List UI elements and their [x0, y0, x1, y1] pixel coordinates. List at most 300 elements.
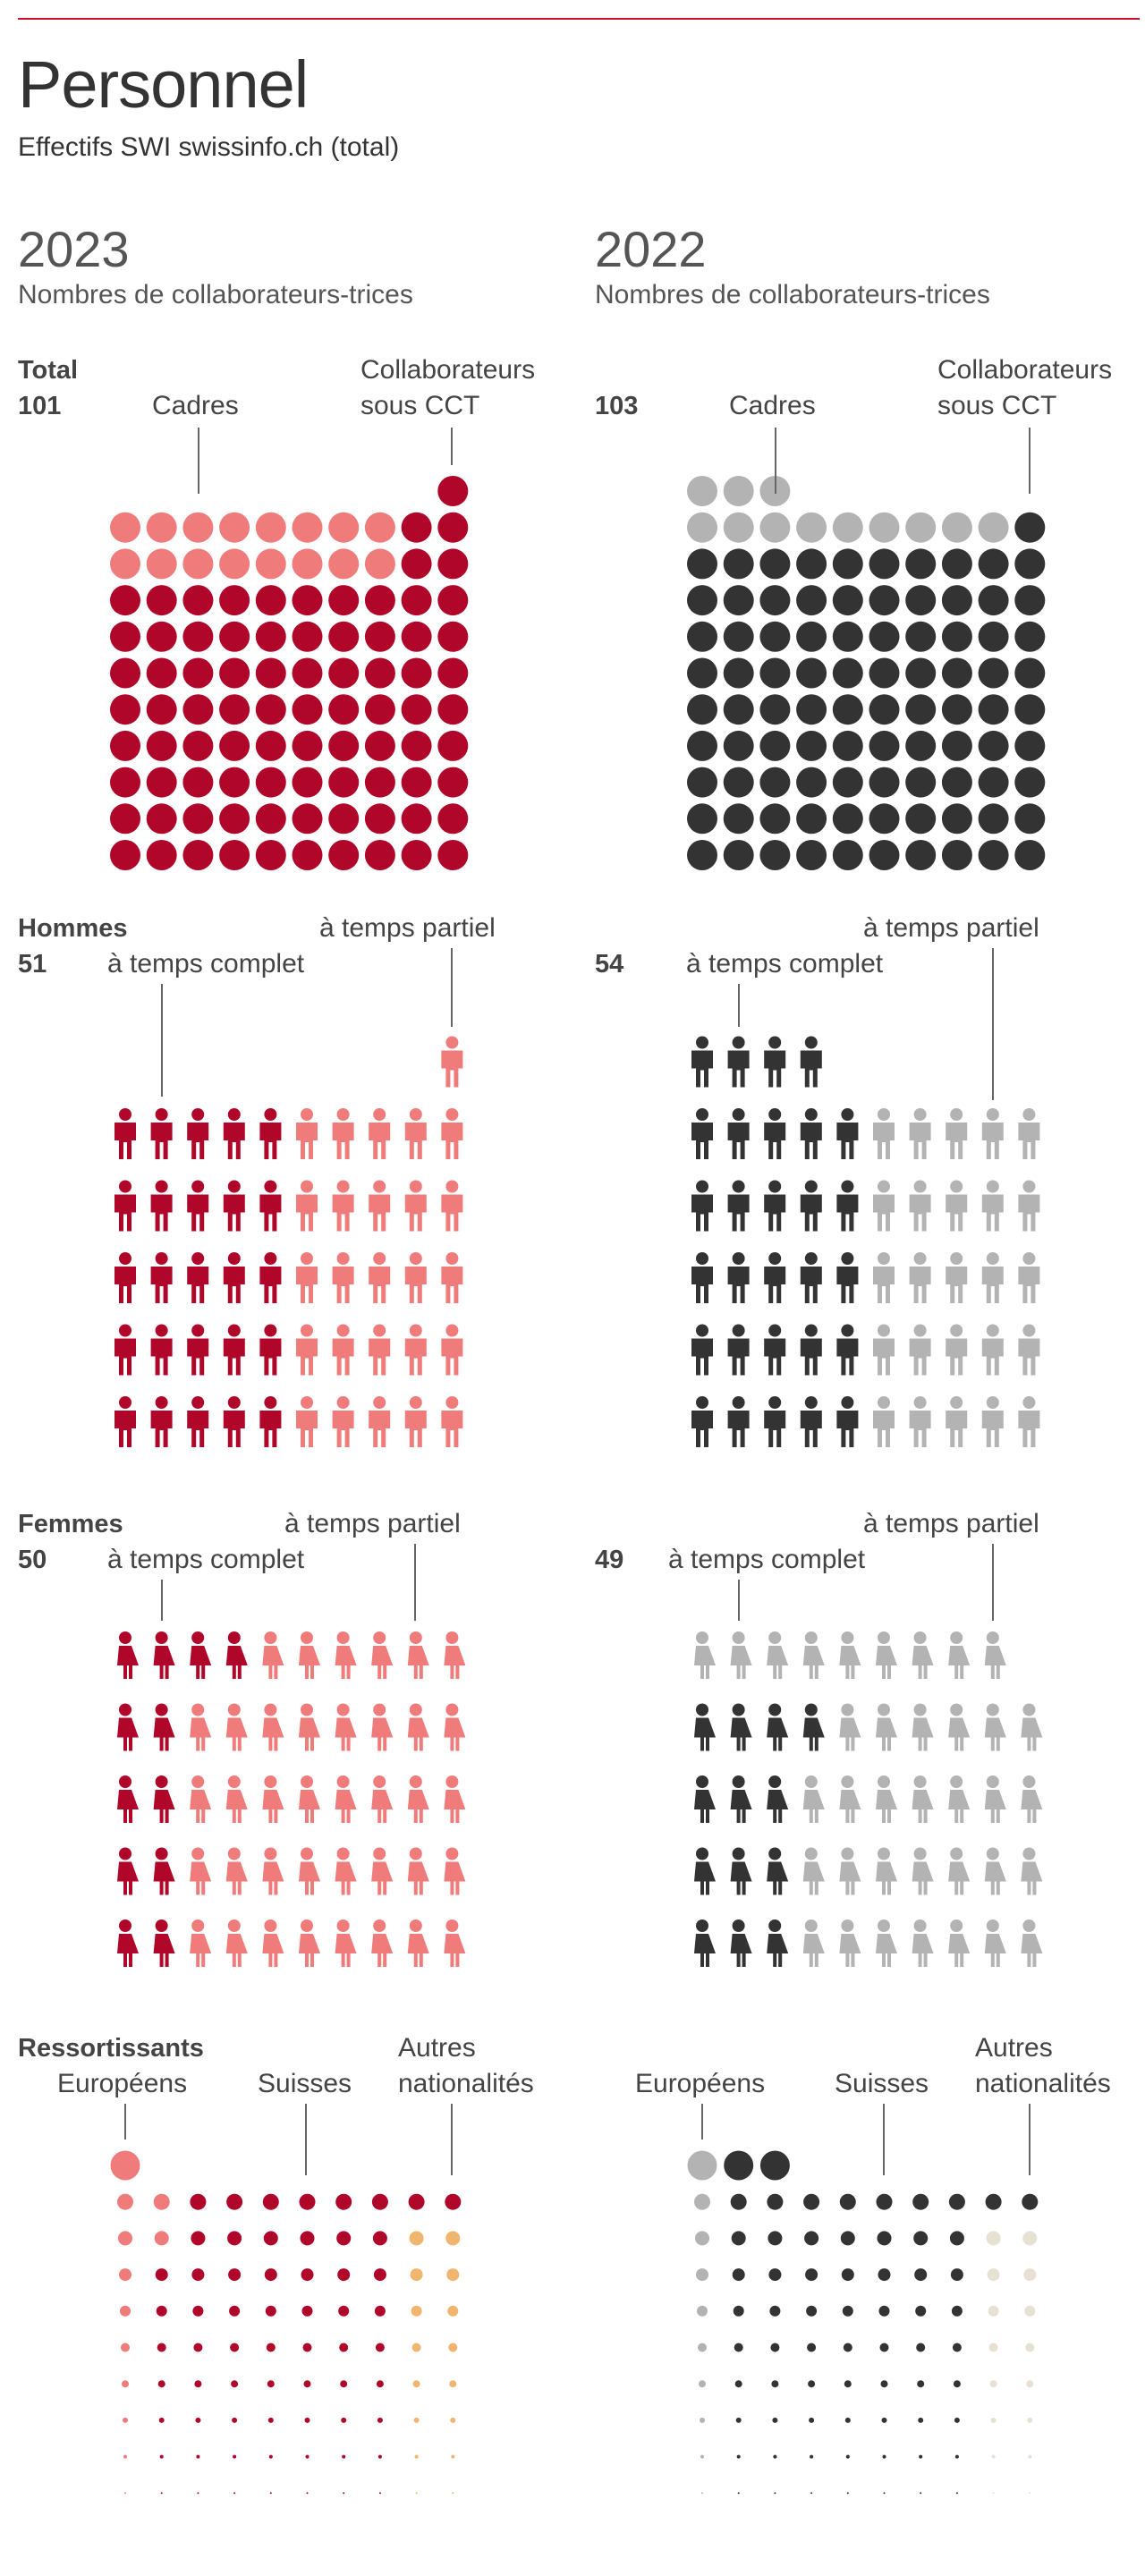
- waffle-dot-suisses: [377, 2418, 383, 2423]
- waffle-dot-autres: [445, 2231, 460, 2245]
- waffle-dot-cadres: [328, 513, 359, 543]
- pictogram-part-time: [839, 1848, 861, 1895]
- pictogram-part-time: [444, 1631, 465, 1679]
- femmes-2023-label-partiel: à temps partiel: [284, 1509, 461, 1538]
- waffle-dot-europeens: [119, 2268, 131, 2281]
- pictogram-full-time: [259, 1108, 281, 1159]
- femmes-2022-label-complet: à temps complet: [668, 1545, 866, 1574]
- waffle-dot-suisses: [768, 2268, 781, 2281]
- pictogram-full-time: [151, 1396, 173, 1447]
- waffle-dot-suisses: [372, 2194, 388, 2210]
- waffle-dot-europeens: [700, 2418, 705, 2423]
- waffle-dot-suisses: [807, 2343, 816, 2352]
- waffle-dot-suisses: [267, 2343, 276, 2352]
- waffle-dot-cct: [1014, 513, 1045, 543]
- pictogram-part-time: [839, 1631, 861, 1679]
- waffle-dot-cct: [147, 658, 177, 689]
- waffle-dot-suisses: [774, 2492, 776, 2494]
- waffle-dot-cct: [687, 694, 717, 724]
- waffle-dot-cct: [219, 803, 250, 834]
- pictogram-part-time: [873, 1325, 895, 1376]
- waffle-dot-cct: [328, 731, 359, 761]
- waffle-dot-suisses: [191, 2231, 205, 2245]
- waffle-dot-suisses: [267, 2380, 275, 2387]
- pictogram-part-time: [985, 1848, 1006, 1895]
- waffle-dot-suisses: [918, 2418, 923, 2423]
- waffle-dot-suisses: [731, 2194, 747, 2210]
- pictogram-part-time: [767, 1631, 788, 1679]
- hommes-2022-label-complet: à temps complet: [686, 949, 884, 979]
- pictogram-full-time: [259, 1181, 281, 1232]
- waffle-dot-cct: [1014, 658, 1045, 689]
- waffle-dot-europeens: [700, 2455, 704, 2459]
- waffle-dot-cct: [437, 840, 468, 870]
- waffle-dot-suisses: [768, 2231, 782, 2245]
- pictogram-part-time: [982, 1108, 1004, 1159]
- waffle-dot-cadres: [256, 513, 286, 543]
- pictogram-full-time: [767, 1848, 788, 1895]
- pictogram-full-time: [259, 1396, 281, 1447]
- waffle-dot-cct: [833, 548, 863, 579]
- total-2023-label-cct: Collaborateurs sous CCT: [360, 355, 536, 420]
- waffle-dot-cct: [437, 548, 468, 579]
- waffle-dot-suisses: [156, 2268, 168, 2281]
- waffle-dot-cct: [437, 476, 468, 506]
- waffle-dot-cct: [796, 803, 827, 834]
- waffle-dot-cct: [328, 622, 359, 652]
- pictogram-part-time: [408, 1775, 429, 1823]
- section-title-hommes: Hommes: [18, 914, 128, 943]
- waffle-dot-autres: [450, 2418, 455, 2423]
- waffle-dot-suisses: [840, 2194, 856, 2210]
- pictogram-full-time: [694, 1848, 716, 1895]
- pictogram-full-time: [117, 1631, 139, 1679]
- waffle-dot-cct: [402, 767, 432, 798]
- waffle-dot-cct: [110, 658, 140, 689]
- waffle-dot-suisses: [803, 2194, 819, 2210]
- hommes-2023-number: 51: [18, 950, 47, 979]
- waffle-dot-suisses: [733, 2268, 745, 2281]
- pictogram-part-time: [910, 1396, 931, 1447]
- waffle-dot-suisses: [986, 2194, 1002, 2210]
- waffle-dot-autres: [988, 2268, 1000, 2281]
- pictogram-part-time: [912, 1631, 934, 1679]
- waffle-dot-suisses: [767, 2194, 783, 2210]
- pictogram-full-time: [691, 1396, 713, 1447]
- waffle-dot-cct: [687, 731, 717, 761]
- waffle-dot-cct: [979, 585, 1009, 615]
- waffle-dot-suisses: [303, 2343, 312, 2352]
- pictogram-part-time: [912, 1775, 934, 1823]
- waffle-dot-autres: [411, 2268, 423, 2281]
- waffle-dot-suisses: [343, 2492, 344, 2494]
- pictogram-full-time: [259, 1325, 281, 1376]
- pictogram-part-time: [731, 1631, 752, 1679]
- waffle-dot-cct: [905, 803, 936, 834]
- waffle-dot-suisses: [230, 2343, 239, 2352]
- pictogram-full-time: [764, 1108, 785, 1159]
- year-2022-subtitle: Nombres de collaborateurs-trices: [595, 280, 990, 309]
- waffle-dot-suisses: [194, 2380, 201, 2387]
- pictogram-full-time: [728, 1181, 750, 1232]
- waffle-dot-suisses: [877, 2194, 893, 2210]
- pictogram-part-time: [982, 1252, 1004, 1303]
- waffle-dot-suisses: [734, 2306, 744, 2317]
- waffle-dot-cct: [905, 731, 936, 761]
- waffle-dot-autres: [1029, 2492, 1030, 2494]
- waffle-dot-cct: [365, 731, 395, 761]
- waffle-dot-cct: [147, 585, 177, 615]
- pictogram-part-time: [335, 1704, 357, 1751]
- waffle-dot-cct: [256, 731, 286, 761]
- waffle-dot-cct: [328, 840, 359, 870]
- pictogram-full-time: [187, 1325, 208, 1376]
- pictogram-part-time: [912, 1848, 934, 1895]
- waffle-dot-cct: [293, 585, 323, 615]
- waffle-dot-cct: [759, 622, 790, 652]
- waffle-dot-europeens: [118, 2231, 132, 2245]
- pictogram-full-time: [691, 1108, 713, 1159]
- waffle-dot-suisses: [920, 2492, 921, 2494]
- pictogram-part-time: [226, 1919, 248, 1967]
- waffle-dot-cct: [905, 585, 936, 615]
- waffle-dot-cct: [437, 803, 468, 834]
- pictogram-part-time: [369, 1108, 390, 1159]
- pictogram-part-time: [910, 1252, 931, 1303]
- waffle-dot-cct: [402, 622, 432, 652]
- waffle-dot-cct: [724, 694, 754, 724]
- waffle-dot-cct: [869, 840, 900, 870]
- waffle-dot-suisses: [263, 2194, 279, 2210]
- waffle-dot-suisses: [229, 2306, 240, 2317]
- waffle-dot-cct: [437, 694, 468, 724]
- waffle-dot-autres: [991, 2418, 997, 2423]
- waffle-dot-europeens: [699, 2380, 706, 2387]
- waffle-dot-cct: [905, 767, 936, 798]
- waffle-dot-suisses: [954, 2380, 961, 2387]
- waffle-dot-cct: [402, 840, 432, 870]
- pictogram-part-time: [262, 1704, 284, 1751]
- waffle-dot-suisses: [342, 2455, 345, 2459]
- waffle-dot-cct: [905, 840, 936, 870]
- waffle-total-2022: [687, 476, 1045, 870]
- waffle-dot-cct: [942, 767, 972, 798]
- waffle-dot-europeens: [117, 2194, 133, 2210]
- hommes-2023-label-complet: à temps complet: [107, 949, 305, 979]
- waffle-dot-cct: [219, 694, 250, 724]
- waffle-dot-suisses: [734, 2343, 743, 2352]
- pictogram-full-time: [767, 1775, 788, 1823]
- waffle-dot-cct: [979, 658, 1009, 689]
- waffle-dot-suisses: [307, 2492, 309, 2494]
- pictogram-full-time: [224, 1252, 245, 1303]
- waffle-dot-cct: [293, 694, 323, 724]
- waffle-dot-suisses: [379, 2492, 381, 2494]
- waffle-dot-cct: [1014, 840, 1045, 870]
- waffle-dot-autres: [1025, 2343, 1034, 2352]
- waffle-dot-europeens: [688, 2151, 717, 2181]
- waffle-dot-cct: [182, 840, 213, 870]
- waffle-dot-cct: [687, 658, 717, 689]
- waffle-dot-cct: [293, 622, 323, 652]
- waffle-dot-suisses: [160, 2455, 164, 2459]
- waffle-dot-cct: [687, 585, 717, 615]
- waffle-hommes-2022: [691, 1037, 1039, 1448]
- waffle-dot-autres: [414, 2418, 420, 2423]
- pictogram-full-time: [728, 1325, 750, 1376]
- pictogram-part-time: [371, 1919, 393, 1967]
- waffle-dot-suisses: [300, 2194, 316, 2210]
- pictogram-part-time: [985, 1631, 1006, 1679]
- pictogram-full-time: [154, 1704, 175, 1751]
- pictogram-part-time: [333, 1325, 354, 1376]
- pictogram-part-time: [371, 1775, 393, 1823]
- nat-2022-label-suisses: Suisses: [835, 2069, 929, 2098]
- waffle-dot-cct: [942, 548, 972, 579]
- waffle-dot-cct: [1014, 585, 1045, 615]
- waffle-dot-suisses: [760, 2151, 790, 2181]
- pictogram-part-time: [405, 1252, 427, 1303]
- total-2022-number: 103: [595, 392, 639, 420]
- waffle-dot-cadres: [979, 513, 1009, 543]
- waffle-dot-suisses: [231, 2380, 238, 2387]
- waffle-dot-cct: [437, 658, 468, 689]
- waffle-dot-suisses: [804, 2231, 818, 2245]
- waffle-dot-autres: [1022, 2231, 1037, 2245]
- waffle-dot-autres: [411, 2306, 422, 2317]
- waffle-dot-cct: [979, 548, 1009, 579]
- waffle-dot-cct: [905, 658, 936, 689]
- waffle-dot-suisses: [846, 2455, 850, 2459]
- waffle-dot-suisses: [773, 2455, 776, 2459]
- waffle-dot-cct: [182, 694, 213, 724]
- waffle-dot-cct: [833, 622, 863, 652]
- waffle-dot-cct: [833, 694, 863, 724]
- pictogram-part-time: [408, 1631, 429, 1679]
- pictogram-part-time: [1021, 1775, 1042, 1823]
- section-title-total: Total: [18, 356, 79, 385]
- waffle-dot-cct: [796, 548, 827, 579]
- hommes-2023-label-partiel: à temps partiel: [319, 913, 496, 943]
- waffle-dot-suisses: [377, 2380, 384, 2387]
- waffle-dot-suisses: [881, 2380, 888, 2387]
- waffle-dot-suisses: [919, 2455, 922, 2459]
- pictogram-part-time: [839, 1704, 861, 1751]
- waffle-dot-cadres: [687, 513, 717, 543]
- waffle-dot-autres: [1028, 2455, 1031, 2459]
- pictogram-full-time: [224, 1181, 245, 1232]
- pictogram-part-time: [694, 1631, 716, 1679]
- pictogram-full-time: [836, 1108, 858, 1159]
- pictogram-part-time: [441, 1252, 462, 1303]
- hommes-2022-label-partiel: à temps partiel: [863, 913, 1039, 943]
- pictogram-full-time: [694, 1704, 716, 1751]
- waffle-dot-suisses: [228, 2268, 241, 2281]
- waffle-nat-2023: [111, 2151, 462, 2495]
- waffle-dot-cct: [1014, 622, 1045, 652]
- pictogram-full-time: [151, 1325, 173, 1376]
- waffle-dot-cct: [256, 694, 286, 724]
- waffle-dot-autres: [449, 2380, 456, 2387]
- waffle-dot-cct: [796, 622, 827, 652]
- waffle-dot-suisses: [409, 2194, 425, 2210]
- nat-2023-label-autres: Autres nationalités: [398, 2033, 534, 2098]
- pictogram-full-time: [731, 1919, 752, 1967]
- pictogram-full-time: [691, 1252, 713, 1303]
- pictogram-part-time: [946, 1252, 967, 1303]
- waffle-dot-suisses: [845, 2418, 851, 2423]
- pictogram-full-time: [224, 1108, 245, 1159]
- waffle-dot-cct: [182, 767, 213, 798]
- total-2022-label-cct: Collaborateurs sous CCT: [937, 355, 1113, 420]
- pictogram-part-time: [333, 1252, 354, 1303]
- waffle-dot-cct: [182, 622, 213, 652]
- waffle-dot-suisses: [735, 2380, 742, 2387]
- waffle-dot-suisses: [195, 2418, 200, 2423]
- waffle-dot-cct: [724, 731, 754, 761]
- waffle-dot-autres: [412, 2343, 421, 2352]
- pictogram-part-time: [948, 1919, 970, 1967]
- pictogram-full-time: [154, 1919, 175, 1967]
- pictogram-part-time: [299, 1919, 320, 1967]
- waffle-dot-suisses: [233, 2492, 235, 2494]
- femmes-2023-number: 50: [18, 1546, 47, 1574]
- waffle-dot-suisses: [157, 2306, 167, 2317]
- pictogram-part-time: [441, 1396, 462, 1447]
- pictogram-full-time: [728, 1108, 750, 1159]
- pictogram-part-time: [876, 1919, 897, 1967]
- waffle-dot-suisses: [805, 2268, 818, 2281]
- pictogram-part-time: [946, 1181, 967, 1232]
- pictogram-part-time: [873, 1396, 895, 1447]
- waffle-dot-cadres: [365, 513, 395, 543]
- total-2023-label-cadres: Cadres: [152, 391, 239, 420]
- waffle-femmes-2022: [694, 1631, 1042, 1967]
- waffle-dot-cct: [833, 803, 863, 834]
- waffle-dot-suisses: [264, 2231, 278, 2245]
- waffle-dot-cct: [437, 622, 468, 652]
- waffle-dot-cct: [759, 658, 790, 689]
- pictogram-part-time: [296, 1252, 318, 1303]
- waffle-dot-cct: [256, 840, 286, 870]
- waffle-dot-cct: [905, 548, 936, 579]
- waffle-dot-suisses: [191, 2268, 204, 2281]
- pictogram-full-time: [764, 1252, 785, 1303]
- waffle-dot-europeens: [695, 2231, 709, 2245]
- waffle-dot-suisses: [157, 2343, 166, 2352]
- pictogram-part-time: [369, 1252, 390, 1303]
- pictogram-part-time: [405, 1108, 427, 1159]
- waffle-dot-cct: [759, 840, 790, 870]
- pictogram-part-time: [444, 1919, 465, 1967]
- waffle-dot-cct: [687, 767, 717, 798]
- waffle-dot-cct: [979, 803, 1009, 834]
- pictogram-part-time: [946, 1325, 967, 1376]
- pictogram-part-time: [299, 1631, 320, 1679]
- pictogram-part-time: [444, 1848, 465, 1895]
- pictogram-part-time: [299, 1775, 320, 1823]
- pictogram-full-time: [187, 1396, 208, 1447]
- pictogram-part-time: [369, 1325, 390, 1376]
- waffle-dot-suisses: [338, 2306, 349, 2317]
- waffle-dot-cadres: [219, 548, 250, 579]
- waffle-dot-cct: [147, 622, 177, 652]
- waffle-dot-suisses: [950, 2231, 964, 2245]
- pictogram-part-time: [985, 1704, 1006, 1751]
- pictogram-part-time: [333, 1396, 354, 1447]
- pictogram-full-time: [114, 1396, 136, 1447]
- waffle-dot-cadres: [328, 548, 359, 579]
- total-2023-number: 101: [18, 392, 62, 420]
- waffle-dot-suisses: [810, 2492, 812, 2494]
- waffle-dot-autres: [413, 2380, 420, 2387]
- waffle-dot-cct: [796, 658, 827, 689]
- waffle-dot-autres: [988, 2306, 999, 2317]
- nat-2023-label-suisses: Suisses: [258, 2069, 352, 2098]
- waffle-dot-autres: [992, 2455, 996, 2459]
- pictogram-part-time: [226, 1775, 248, 1823]
- waffle-dot-europeens: [111, 2151, 140, 2181]
- nat-2022-label-europeens: Européens: [635, 2069, 766, 2098]
- waffle-dot-cadres: [147, 548, 177, 579]
- waffle-dot-cct: [759, 548, 790, 579]
- waffle-dot-cct: [796, 694, 827, 724]
- waffle-dot-cct: [687, 803, 717, 834]
- pictogram-part-time: [299, 1848, 320, 1895]
- pictogram-part-time: [876, 1775, 897, 1823]
- pictogram-full-time: [731, 1775, 752, 1823]
- pictogram-part-time: [1018, 1325, 1039, 1376]
- pictogram-part-time: [948, 1631, 970, 1679]
- waffle-dot-europeens: [123, 2455, 127, 2459]
- pictogram-part-time: [441, 1108, 462, 1159]
- waffle-dot-cct: [110, 767, 140, 798]
- pictogram-full-time: [151, 1181, 173, 1232]
- waffle-dot-suisses: [951, 2268, 963, 2281]
- pictogram-full-time: [836, 1325, 858, 1376]
- waffle-dot-cct: [833, 658, 863, 689]
- waffle-dot-europeens: [124, 2492, 126, 2494]
- waffle-dot-cct: [869, 622, 900, 652]
- pictogram-part-time: [803, 1631, 825, 1679]
- waffle-dot-cadres: [942, 513, 972, 543]
- pictogram-part-time: [444, 1704, 465, 1751]
- pictogram-part-time: [839, 1919, 861, 1967]
- waffle-dot-cct: [905, 694, 936, 724]
- waffle-dot-cct: [759, 731, 790, 761]
- waffle-dot-cct: [833, 731, 863, 761]
- waffle-dot-suisses: [159, 2418, 165, 2423]
- pictogram-full-time: [151, 1252, 173, 1303]
- pictogram-full-time: [187, 1181, 208, 1232]
- waffle-dot-suisses: [268, 2418, 274, 2423]
- waffle-dot-cct: [147, 731, 177, 761]
- pictogram-full-time: [801, 1037, 822, 1088]
- waffle-total-2023: [110, 476, 468, 870]
- waffle-dot-cadres: [293, 548, 323, 579]
- waffle-dot-cadres: [724, 476, 754, 506]
- waffle-dot-cct: [402, 548, 432, 579]
- waffle-dot-suisses: [301, 2231, 315, 2245]
- waffle-dot-autres: [1023, 2268, 1036, 2281]
- waffle-dot-cct: [833, 840, 863, 870]
- waffle-dot-suisses: [912, 2194, 929, 2210]
- waffle-dot-cct: [796, 585, 827, 615]
- pictogram-part-time: [335, 1775, 357, 1823]
- waffle-dot-cadres: [182, 513, 213, 543]
- waffle-dot-cct: [365, 622, 395, 652]
- waffle-dot-cct: [437, 585, 468, 615]
